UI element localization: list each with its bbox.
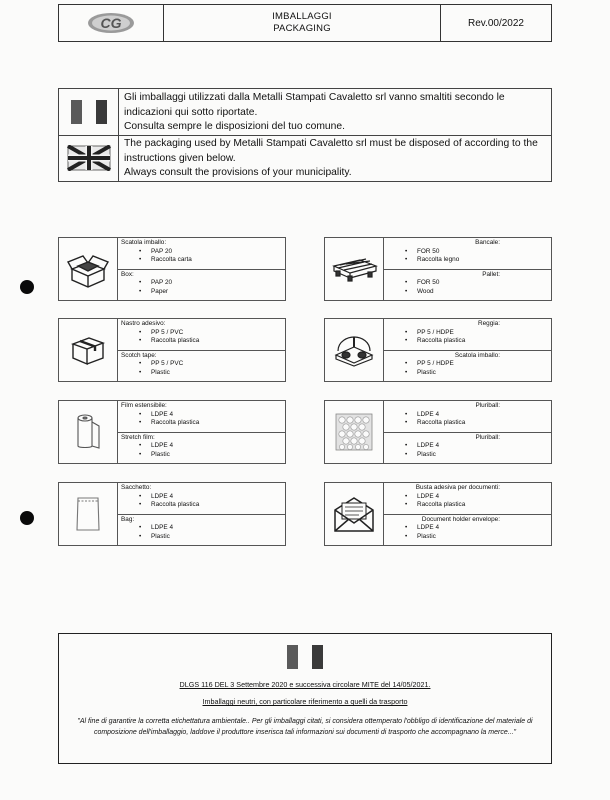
packaging-item-stretch-film (58, 400, 286, 464)
item-disposal: • Plastic (387, 369, 548, 378)
punch-hole (20, 511, 34, 525)
item-name: Reggia: (477, 320, 500, 327)
notice-it-line1: Gli imballaggi utilizzati dalla Metalli Stampati Cavaletto srl vanno smaltiti secondo le indicazioni qui sotto riportate. (124, 92, 505, 118)
packaging-item-bag (58, 482, 286, 546)
packaging-item-pallet (324, 237, 552, 301)
item-disposal: • Raccolta plastica (121, 419, 282, 428)
packaging-item-bubble-wrap (324, 400, 552, 464)
item-section-english (384, 350, 551, 382)
item-name: Nastro adesivo: (121, 320, 166, 327)
punch-hole (20, 280, 34, 294)
svg-text:CG: CG (100, 15, 122, 31)
film-roll-icon (73, 412, 103, 452)
item-name: Scatola imballo: (121, 239, 167, 246)
item-section-italian (384, 238, 551, 269)
item-name: Film estensibile: (121, 402, 167, 409)
item-code: • FOR 50 (387, 248, 548, 257)
item-section-english (118, 432, 285, 464)
item-section-italian (118, 483, 285, 514)
item-code: • PAP 20 (121, 279, 282, 288)
notice-it-line2: Consulta sempre le disposizioni del tuo comune. (124, 121, 345, 132)
item-disposal: • Plastic (121, 533, 282, 542)
header-title (164, 5, 441, 41)
item-disposal: • Plastic (387, 533, 548, 542)
item-code: • LDPE 4 (387, 493, 548, 502)
item-disposal: • Raccolta plastica (121, 501, 282, 510)
pallet-icon (330, 254, 378, 284)
item-name: Pluriball: (475, 433, 500, 441)
notice-en-line2: Always consult the provisions of your municipality. (124, 167, 352, 178)
item-disposal: • Plastic (387, 451, 548, 460)
item-name: Box: (121, 270, 134, 278)
item-code: • LDPE 4 (387, 524, 548, 533)
item-name: Pallet: (482, 270, 500, 278)
item-section-italian (384, 401, 551, 432)
packaging-item-tape (58, 318, 286, 382)
cg-logo-icon (87, 12, 135, 34)
item-code: • PP 5 / HDPE (387, 329, 548, 338)
item-code: • LDPE 4 (387, 442, 548, 451)
plastic-bag-icon (73, 494, 103, 534)
item-section-italian (384, 319, 551, 350)
item-name: Scatola imballo: (454, 351, 500, 359)
item-name: Stretch film: (121, 433, 155, 441)
item-section-english (118, 514, 285, 546)
item-code: • LDPE 4 (121, 411, 282, 420)
item-name: Bancale: (475, 239, 500, 246)
company-logo (59, 5, 164, 41)
item-code: • PP 5 / PVC (121, 329, 282, 338)
notice-en-line1: The packaging used by Metalli Stampati Cavaletto srl must be disposed of according to the instructions given below. (124, 138, 538, 164)
taped-box-icon (69, 334, 107, 366)
decree-reference: DLGS 116 DEL 3 Settembre 2020 e successiva circolare MITE del 14/05/2021. (179, 680, 431, 689)
title-italian: IMBALLAGGI (272, 11, 332, 22)
item-code: • FOR 50 (387, 279, 548, 288)
item-code: • LDPE 4 (387, 411, 548, 420)
item-disposal: • Raccolta carta (121, 256, 282, 265)
item-name: Busta adesiva per documenti: (415, 484, 500, 491)
title-english: PACKAGING (273, 23, 331, 34)
item-code: • PP 5 / HDPE (387, 360, 548, 369)
item-name: Scotch tape: (121, 351, 157, 359)
uk-flag-icon (67, 145, 111, 171)
item-section-italian (384, 483, 551, 514)
item-section-italian (118, 319, 285, 350)
item-disposal: • Raccolta plastica (121, 337, 282, 346)
decree-quote: "Al fine di garantire la corretta etichettatura ambientale.. Per gli imballaggi citati, si considera ottemperato l'obbligo di identificazione del materiale di composizione dell'imballaggio, laddove il produttore inserisca tali informazioni sui documenti di trasporto che accompagnano la merce..." (77, 718, 533, 736)
item-code: • PAP 20 (121, 248, 282, 257)
notice-english (59, 135, 551, 181)
decree-subtitle: Imballaggi neutri, con particolare riferimento a quelli da trasporto (202, 697, 408, 706)
item-section-english (118, 350, 285, 382)
item-disposal: • Raccolta plastica (387, 337, 548, 346)
revision-label: Rev.00/2022 (468, 17, 524, 29)
item-name: Pluriball: (475, 402, 500, 409)
item-section-italian (118, 401, 285, 432)
item-disposal: • Raccolta plastica (387, 419, 548, 428)
notice-italian (59, 89, 551, 136)
item-name: Document holder envelope: (421, 515, 500, 523)
item-section-english (118, 269, 285, 301)
strap-icon (332, 333, 376, 367)
item-section-english (384, 432, 551, 464)
italian-flag-icon (284, 644, 326, 670)
item-disposal: • Plastic (121, 369, 282, 378)
item-section-english (384, 514, 551, 546)
legal-reference-box (58, 633, 552, 764)
bubble-wrap-icon (334, 412, 374, 452)
envelope-icon (331, 494, 377, 534)
disposal-notice (58, 88, 552, 182)
item-section-italian (118, 238, 285, 269)
item-code: • LDPE 4 (121, 442, 282, 451)
item-section-english (384, 269, 551, 301)
item-code: • LDPE 4 (121, 524, 282, 533)
item-code: • PP 5 / PVC (121, 360, 282, 369)
item-disposal: • Raccolta legno (387, 256, 548, 265)
item-name: Bag: (121, 515, 135, 523)
item-name: Sacchetto: (121, 484, 152, 491)
item-disposal: • Wood (387, 288, 548, 297)
item-disposal: • Paper (121, 288, 282, 297)
packaging-item-envelope (324, 482, 552, 546)
item-disposal: • Raccolta plastica (387, 501, 548, 510)
open-box-icon (66, 249, 110, 289)
item-code: • LDPE 4 (121, 493, 282, 502)
packaging-item-strap (324, 318, 552, 382)
italian-flag-icon (68, 99, 110, 125)
item-disposal: • Plastic (121, 451, 282, 460)
document-header (58, 4, 552, 42)
packaging-item-box (58, 237, 286, 301)
